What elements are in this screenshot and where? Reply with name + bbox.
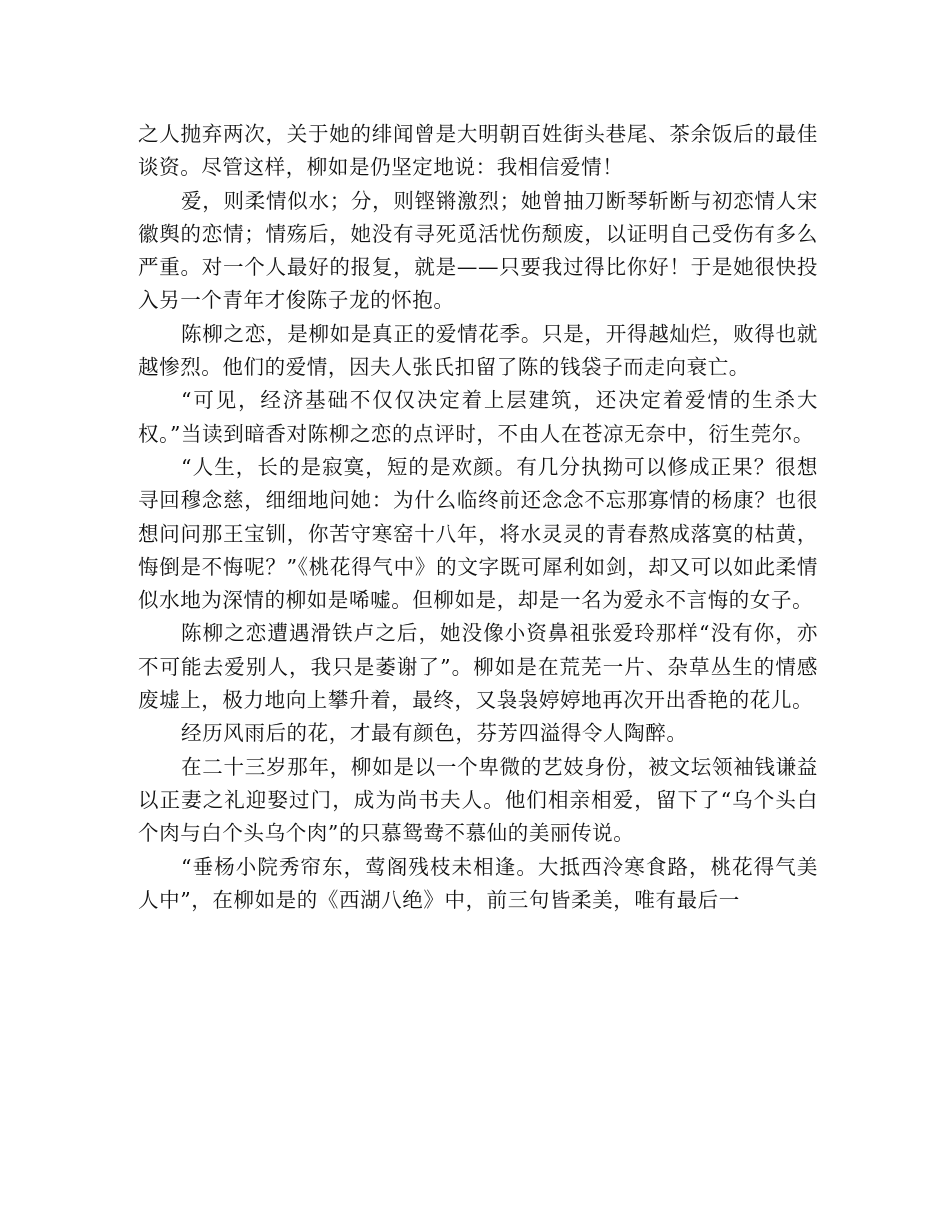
paragraph-5: “人生，长的是寂寞，短的是欢颜。有几分执拗可以修成正果？很想寻回穆念慈，细细地问她：为什么临终前还念念不忘那寡情的杨康？也很想问问那王宝钏，你苦守寒窑十八年，将水灵灵的青春熬成落寞的枯黄，悔倒是不悔呢？”《桃花得气中》的文字既可犀利如剑，却又可以如此柔情似水地为深情的柳如是唏嘘。但柳如是，却是一名为爱永不言悔的女子。	[138, 454, 818, 613]
paragraph-4: “可见，经济基础不仅仅决定着上层建筑，还决定着爱情的生杀大权。”当读到暗香对陈柳之恋的点评时，不由人在苍凉无奈中，衍生莞尔。	[138, 388, 818, 446]
paragraph-6: 陈柳之恋遭遇滑铁卢之后，她没像小资鼻祖张爱玲那样“没有你，亦不可能去爱别人，我只是萎谢了”。柳如是在荒芜一片、杂草丛生的情感废墟上，极力地向上攀升着，最终，又袅袅婷婷地再次开出香艳的花儿。	[138, 621, 818, 713]
paragraph-8: 在二十三岁那年，柳如是以一个卑微的艺妓身份，被文坛领袖钱谦益以正妻之礼迎娶过门，成为尚书夫人。他们相亲相爱，留下了“乌个头白个肉与白个头乌个肉”的只慕鸳鸯不慕仙的美丽传说。	[138, 754, 818, 846]
paragraph-7: 经历风雨后的花，才最有颜色，芬芳四溢得令人陶醉。	[181, 721, 688, 746]
paragraph-9: “垂杨小院秀帘东，莺阁残枝未相逢。大抵西泠寒食路，桃花得气美人中”，在柳如是的《西湖八绝》中，前三句皆柔美，唯有最后一	[138, 854, 818, 912]
paragraph-3: 陈柳之恋，是柳如是真正的爱情花季。只是，开得越灿烂，败得也就越惨烈。他们的爱情，因夫人张氏扣留了陈的钱袋子而走向衰亡。	[138, 321, 818, 380]
document-body	[138, 118, 818, 917]
paragraph-1: 之人抛弃两次，关于她的绯闻曾是大明朝百姓街头巷尾、茶余饭后的最佳谈资。尽管这样，柳如是仍坚定地说：我相信爱情！	[138, 122, 818, 180]
paragraph-2: 爱，则柔情似水；分，则铿锵激烈；她曾抽刀断琴斩断与初恋情人宋徽舆的恋情；情殇后，她没有寻死觅活忧伤颓废，以证明自己受伤有多么严重。对一个人最好的报复，就是——只要我过得比你好！于是她很快投入另一个青年才俊陈子龙的怀抱。	[138, 188, 818, 313]
